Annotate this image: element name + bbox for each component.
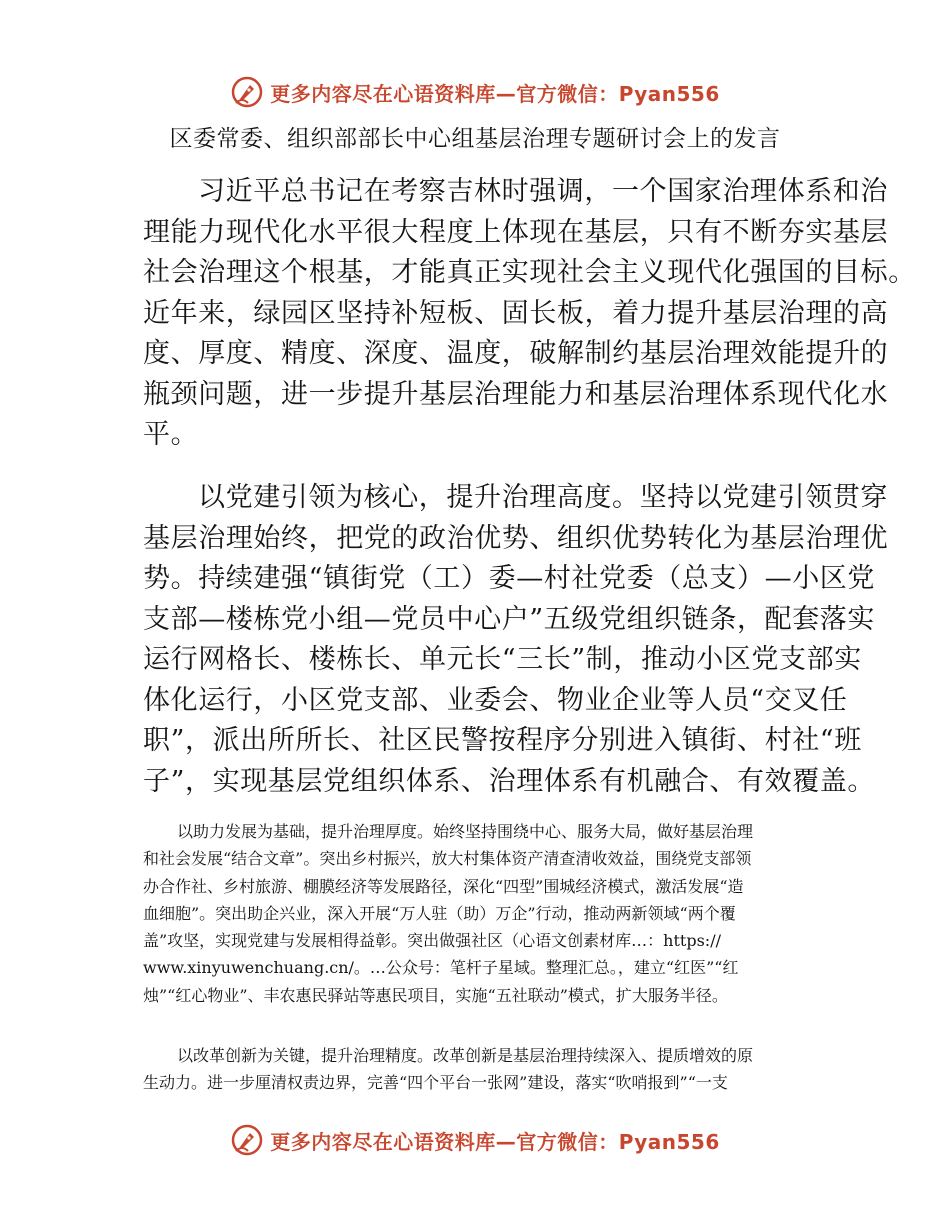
footer-watermark-banner [0, 1118, 950, 1162]
text-line: 职”，派出所所长、社区民警按程序分别进入镇街、村社“班 [143, 725, 862, 756]
text-line: 基层治理始终，把党的政治优势、组织优势转化为基层治理优 [143, 522, 889, 554]
pen-nib-logo-icon [230, 1123, 264, 1157]
text-line: 子”，实现基层党组织体系、治理体系有机融合、有效覆盖。 [143, 765, 876, 797]
text-line: 度、厚度、精度、深度、温度，破解制约基层治理效能提升的 [143, 338, 889, 369]
paragraph-3 [143, 818, 813, 1009]
text-line: 瓶颈问题，进一步提升基层治理能力和基层治理体系现代化水 [143, 378, 889, 410]
text-line: 平。 [143, 419, 199, 450]
text-line: 理能力现代化水平很大程度上体现在基层，只有不断夯实基层 [143, 216, 889, 248]
pen-nib-logo-icon [230, 75, 264, 109]
document-title: 区委常委、组织部部长中心组基层治理专题研讨会上的发言 [169, 126, 781, 152]
text-line: 以改革创新为关键，提升治理精度。改革创新是基层治理持续深入、提质增效的原 [177, 1046, 754, 1065]
watermark-text: 更多内容尽在心语资料库—官方微信：Pyan556 [270, 81, 720, 106]
text-line: 和社会发展“结合文章”。突出乡村振兴，放大村集体资产清查清收效益，围绕党支部领 [143, 849, 752, 869]
text-line: 体化运行，小区党支部、业委会、物业企业等人员“交叉任 [143, 684, 848, 716]
text-line: www.xinyuwenchuang.cn/。…公众号：笔杆子星域。整理汇总。，建立“红医”“红 [143, 958, 739, 978]
text-line: 习近平总书记在考察吉林时强调，一个国家治理体系和治 [198, 176, 888, 207]
watermark-text: 更多内容尽在心语资料库—官方微信：Pyan556 [270, 1129, 720, 1154]
paragraph-2 [143, 478, 889, 802]
text-line: 势。持续建强“镇街党（工）委—村社党委（总支）—小区党 [143, 563, 876, 594]
text-line: 以党建引领为核心，提升治理高度。坚持以党建引领贯穿 [198, 482, 888, 513]
text-line: 支部—楼栋党小组—党员中心户”五级党组织链条，配套落实 [143, 603, 876, 635]
header-watermark-banner [0, 70, 950, 114]
text-line: 运行网格长、楼栋长、单元长“三长”制，推动小区党支部实 [143, 644, 862, 675]
paragraph-4 [143, 1042, 813, 1097]
text-line: 近年来，绿园区坚持补短板、固长板，着力提升基层治理的高 [143, 297, 889, 329]
paragraph-1 [143, 172, 916, 456]
text-line: 以助力发展为基础，提升治理厚度。始终坚持围绕中心、服务大局，做好基层治理 [177, 822, 754, 841]
text-line: 血细胞”。突出助企兴业，深入开展“万人驻（助）万企”行动，推动两新领域“两个覆 [143, 903, 736, 923]
text-line: 社会治理这个根基，才能真正实现社会主义现代化强国的目标。 [143, 257, 916, 288]
text-line: 烛”“红心物业”、丰农惠民驿站等惠民项目，实施“五社联动”模式，扩大服务半径。 [143, 985, 728, 1005]
text-line: 生动力。进一步厘清权责边界，完善“四个平台一张网”建设，落实“吹哨报到”“一支 [143, 1073, 728, 1093]
text-line: 办合作社、乡村旅游、棚膜经济等发展路径，深化“四型”围城经济模式，激活发展“造 [143, 876, 744, 896]
text-line: 盖”攻坚，实现党建与发展相得益彰。突出做强社区（心语文创素材库…：https:// [143, 931, 721, 951]
